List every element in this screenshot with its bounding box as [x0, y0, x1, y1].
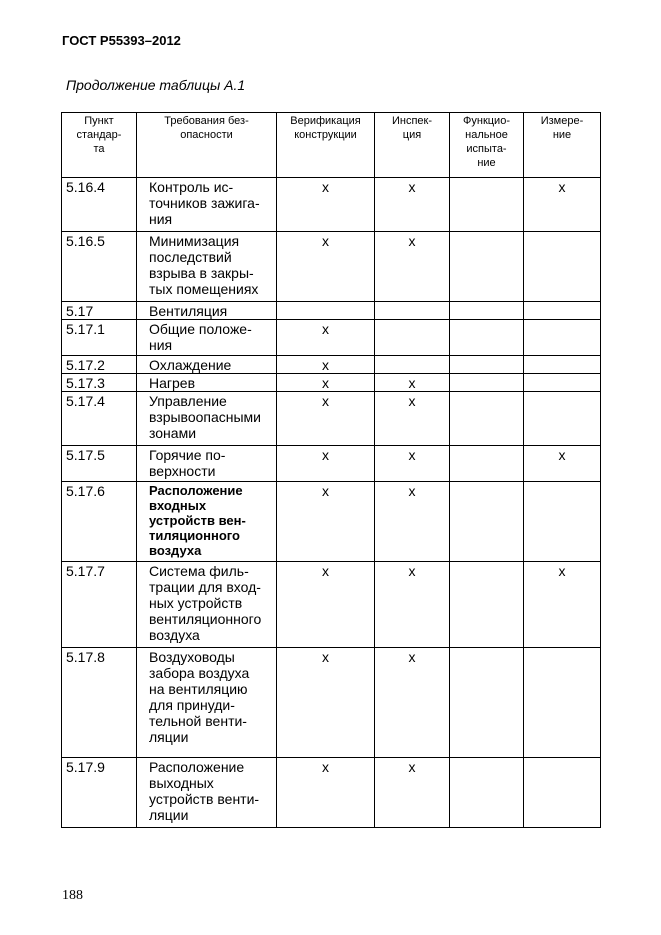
check-mark-cell: x	[524, 178, 601, 232]
clause-number: 5.16.4	[62, 178, 137, 232]
check-mark-cell: x	[524, 562, 601, 648]
safety-requirement: Охлаждение	[137, 356, 277, 374]
table-row	[62, 178, 601, 232]
check-mark-cell: x	[375, 482, 450, 562]
check-mark-cell: x	[375, 446, 450, 482]
safety-requirement: Горячие по- верхности	[137, 446, 277, 482]
check-mark-cell	[524, 356, 601, 374]
table-row	[62, 320, 601, 356]
page-number: 188	[62, 888, 83, 903]
clause-number: 5.17.2	[62, 356, 137, 374]
column-header: Измере- ние	[524, 113, 601, 178]
requirements-table	[61, 112, 601, 828]
clause-number: 5.17.1	[62, 320, 137, 356]
check-mark-cell	[450, 392, 524, 446]
check-mark-cell: x	[375, 232, 450, 302]
check-mark-cell	[450, 178, 524, 232]
check-mark-cell	[450, 374, 524, 392]
safety-requirement: Расположение выходных устройств венти- ляции	[137, 758, 277, 828]
check-mark-cell	[450, 482, 524, 562]
clause-number: 5.17.7	[62, 562, 137, 648]
table-row	[62, 302, 601, 320]
column-header: Требования без- опасности	[137, 113, 277, 178]
safety-requirement: Система филь- трации для вход- ных устройств вентиляционного воздуха	[137, 562, 277, 648]
table-row	[62, 356, 601, 374]
table-row	[62, 648, 601, 758]
safety-requirement: Расположение входных устройств вен- тиляционного воздуха	[137, 482, 277, 562]
check-mark-cell	[375, 302, 450, 320]
check-mark-cell: x	[524, 446, 601, 482]
safety-requirement: Воздуховоды забора воздуха на вентиляцию для принуди- тельной венти- ляции	[137, 648, 277, 758]
clause-number: 5.17.4	[62, 392, 137, 446]
table-row	[62, 446, 601, 482]
check-mark-cell	[450, 356, 524, 374]
check-mark-cell: x	[277, 562, 375, 648]
check-mark-cell	[524, 320, 601, 356]
check-mark-cell: x	[375, 758, 450, 828]
safety-requirement: Контроль ис- точников зажига- ния	[137, 178, 277, 232]
check-mark-cell	[524, 758, 601, 828]
clause-number: 5.17.8	[62, 648, 137, 758]
check-mark-cell: x	[375, 374, 450, 392]
safety-requirement: Минимизация последствий взрыва в закры- тых помещениях	[137, 232, 277, 302]
clause-number: 5.17.9	[62, 758, 137, 828]
clause-number: 5.17.6	[62, 482, 137, 562]
table-caption: Продолжение таблицы А.1	[66, 77, 246, 93]
clause-number: 5.17.5	[62, 446, 137, 482]
clause-number: 5.17.3	[62, 374, 137, 392]
clause-number: 5.17	[62, 302, 137, 320]
check-mark-cell: x	[277, 232, 375, 302]
table-row	[62, 374, 601, 392]
check-mark-cell: x	[375, 562, 450, 648]
check-mark-cell	[524, 374, 601, 392]
check-mark-cell	[450, 446, 524, 482]
safety-requirement: Общие положе- ния	[137, 320, 277, 356]
check-mark-cell	[524, 482, 601, 562]
column-header: Верификация конструкции	[277, 113, 375, 178]
check-mark-cell	[524, 648, 601, 758]
table-row	[62, 482, 601, 562]
table-row	[62, 562, 601, 648]
check-mark-cell	[524, 232, 601, 302]
check-mark-cell: x	[375, 178, 450, 232]
check-mark-cell	[450, 562, 524, 648]
check-mark-cell	[450, 320, 524, 356]
safety-requirement: Вентиляция	[137, 302, 277, 320]
clause-number: 5.16.5	[62, 232, 137, 302]
check-mark-cell: x	[277, 356, 375, 374]
check-mark-cell	[450, 758, 524, 828]
check-mark-cell: x	[277, 446, 375, 482]
safety-requirement: Управление взрывоопасными зонами	[137, 392, 277, 446]
check-mark-cell: x	[277, 178, 375, 232]
check-mark-cell	[450, 232, 524, 302]
check-mark-cell: x	[375, 392, 450, 446]
column-header: Инспек- ция	[375, 113, 450, 178]
check-mark-cell: x	[277, 648, 375, 758]
check-mark-cell	[277, 302, 375, 320]
check-mark-cell: x	[277, 374, 375, 392]
check-mark-cell: x	[277, 392, 375, 446]
column-header: Пункт стандар- та	[62, 113, 137, 178]
check-mark-cell	[524, 302, 601, 320]
document-code: ГОСТ Р55393–2012	[62, 33, 181, 48]
check-mark-cell: x	[375, 648, 450, 758]
table-body	[62, 178, 601, 828]
table-row	[62, 392, 601, 446]
check-mark-cell	[450, 648, 524, 758]
check-mark-cell	[524, 392, 601, 446]
check-mark-cell	[450, 302, 524, 320]
check-mark-cell: x	[277, 320, 375, 356]
table-header-row	[62, 113, 601, 178]
table-row	[62, 232, 601, 302]
column-header: Функцио- нальное испыта- ние	[450, 113, 524, 178]
check-mark-cell	[375, 356, 450, 374]
safety-requirement: Нагрев	[137, 374, 277, 392]
check-mark-cell	[375, 320, 450, 356]
check-mark-cell: x	[277, 758, 375, 828]
table-row	[62, 758, 601, 828]
check-mark-cell: x	[277, 482, 375, 562]
